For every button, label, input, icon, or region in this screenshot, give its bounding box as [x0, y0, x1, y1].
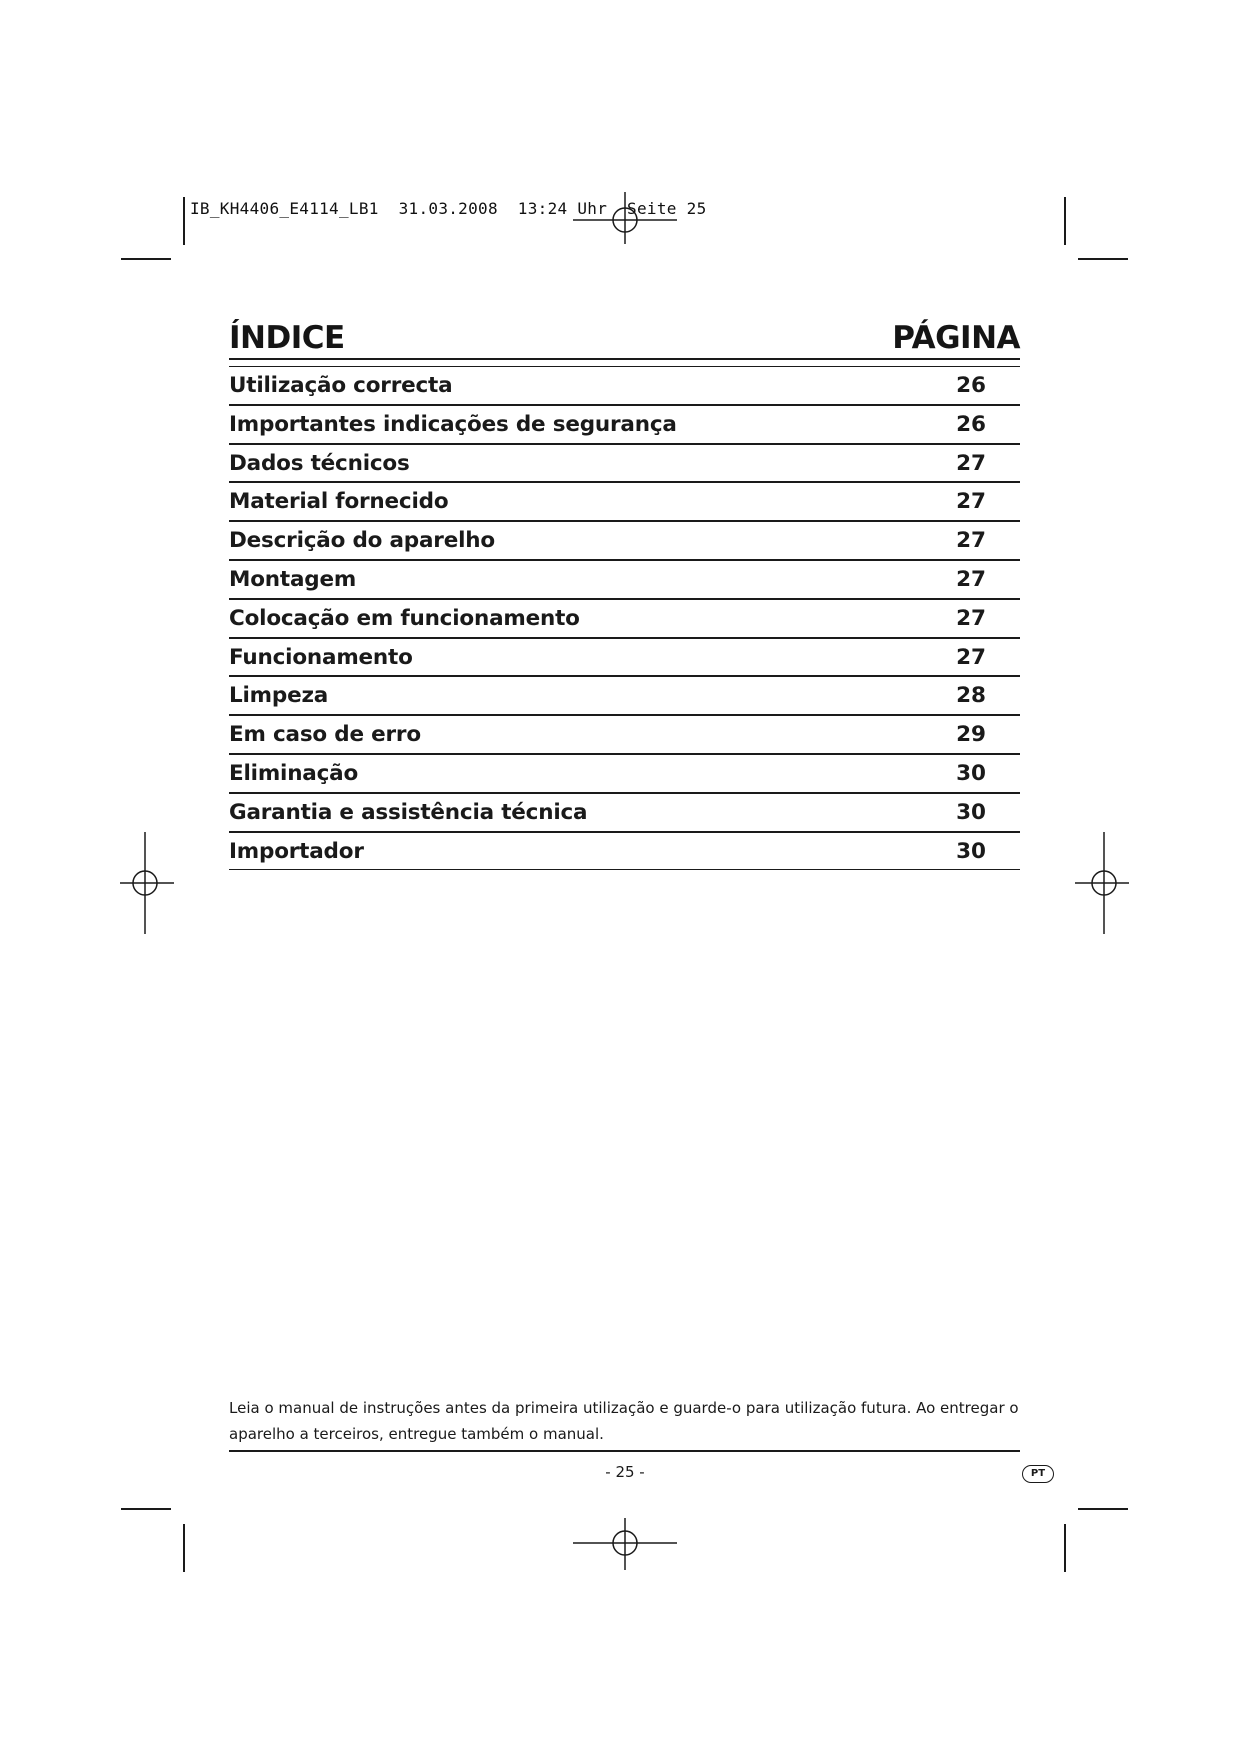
- toc-title: ÍNDICE: [229, 320, 345, 356]
- registration-mark-bottom-icon: [573, 1518, 677, 1572]
- language-badge: PT: [1022, 1465, 1054, 1483]
- toc-entry[interactable]: [229, 715, 1020, 754]
- toc-entry-page: 27: [956, 528, 986, 554]
- toc-entry-page: 27: [956, 644, 986, 670]
- toc-heading: [229, 320, 1020, 358]
- toc-entry[interactable]: [229, 521, 1020, 560]
- toc-page-column-title: PÁGINA: [892, 320, 1020, 356]
- toc-entry-label: Material fornecido: [229, 489, 449, 515]
- toc-entry-label: Descrição do aparelho: [229, 528, 495, 554]
- crop-mark: [1078, 258, 1128, 260]
- toc-entry-label: Importantes indicações de segurança: [229, 411, 677, 437]
- toc-entry-page: 28: [956, 683, 986, 709]
- registration-mark-right-icon: [1075, 832, 1129, 934]
- crop-mark: [121, 1508, 171, 1510]
- crop-mark: [121, 258, 171, 260]
- toc-entry-page: 26: [956, 411, 986, 437]
- toc-entry-page: 30: [956, 760, 986, 786]
- toc-entry-label: Em caso de erro: [229, 722, 421, 748]
- crop-mark: [1064, 197, 1066, 245]
- toc-entry-page: 27: [956, 489, 986, 515]
- crop-mark: [183, 1524, 185, 1572]
- toc-entry-page: 29: [956, 722, 986, 748]
- toc-entry[interactable]: [229, 560, 1020, 599]
- toc-entry[interactable]: [229, 599, 1020, 638]
- toc-entry-page: 27: [956, 605, 986, 631]
- footer-rule: [229, 1450, 1020, 1452]
- toc-entry[interactable]: [229, 366, 1020, 405]
- toc-entry-page: 27: [956, 450, 986, 476]
- registration-mark-top-icon: [573, 190, 677, 244]
- toc-entry[interactable]: [229, 793, 1020, 832]
- toc-list: [229, 366, 1020, 870]
- toc-entry[interactable]: [229, 405, 1020, 444]
- toc-entry-page: 26: [956, 373, 986, 398]
- toc-entry-label: Dados técnicos: [229, 450, 410, 476]
- toc-entry-label: Utilização correcta: [229, 373, 453, 398]
- toc-entry-label: Limpeza: [229, 683, 329, 709]
- toc-entry-label: Montagem: [229, 566, 357, 592]
- registration-mark-left-icon: [120, 832, 174, 934]
- toc-entry[interactable]: [229, 638, 1020, 677]
- toc-entry-label: Colocação em funcionamento: [229, 605, 580, 631]
- crop-mark: [1064, 1524, 1066, 1572]
- heading-rule: [229, 358, 1020, 360]
- toc-entry-page: 30: [956, 799, 986, 825]
- toc-entry[interactable]: [229, 444, 1020, 483]
- toc-entry-page: 27: [956, 566, 986, 592]
- page-number: - 25 -: [605, 1463, 645, 1481]
- toc-entry[interactable]: [229, 754, 1020, 793]
- toc-entry-label: Importador: [229, 838, 364, 864]
- usage-note: Leia o manual de instruções antes da primeira utilização e guarde-o para utilização futura. Ao entregar o aparelho a terceiros, entregue também o manual.: [229, 1399, 1019, 1443]
- toc-entry-label: Funcionamento: [229, 644, 413, 670]
- toc-entry[interactable]: [229, 676, 1020, 715]
- crop-mark: [183, 197, 185, 245]
- crop-mark: [1078, 1508, 1128, 1510]
- toc-entry-page: 30: [956, 838, 986, 864]
- toc-entry-label: Eliminação: [229, 760, 359, 786]
- toc-entry[interactable]: [229, 832, 1020, 871]
- toc-entry-label: Garantia e assistência técnica: [229, 799, 588, 825]
- toc-entry[interactable]: [229, 482, 1020, 521]
- print-slug: IB_KH4406_E4114_LB1 31.03.2008 13:24 Uhr Seite 25: [190, 199, 707, 218]
